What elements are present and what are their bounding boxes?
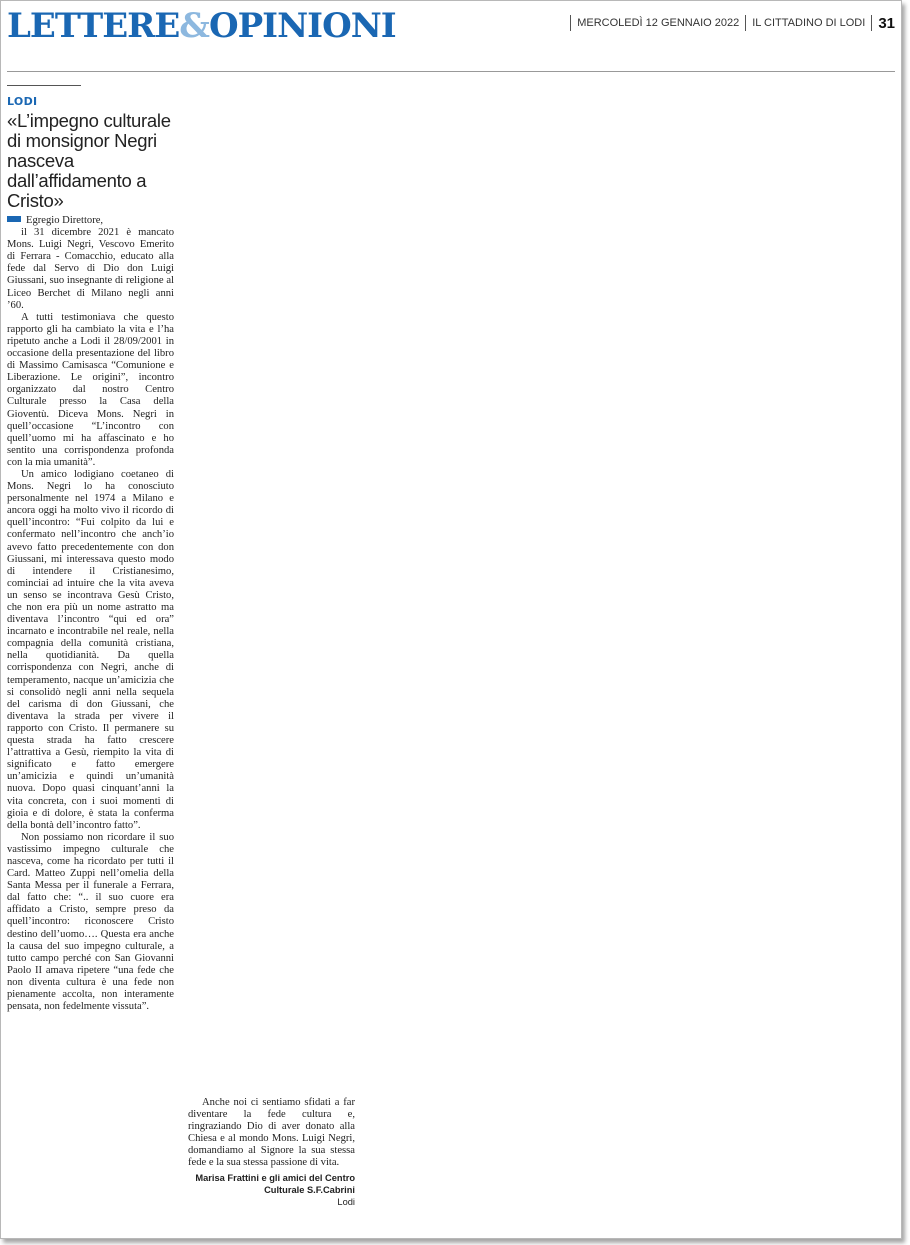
- letter-greeting: [7, 215, 174, 227]
- body-paragraph: A tutti testimoniava che questo rapporto gli ha cambiato la vita e l’ha ripetuto anche a Lodi il 28/09/2001 in occasione della presentazione del libro di Massimo Camisasca “Comunione e Liberazione. Le origini”, incontro organizzato dal nostro Centro Culturale presso la Casa della Gioventù. Diceva Mons. Negri in quell’occasione “L’incontro con quell’uomo mi ha affascinato e ho sentito una corrispondenza profonda con la mia umanità”.: [7, 311, 174, 468]
- body-paragraph: il 31 dicembre 2021 è mancato Mons. Luigi Negri, Vescovo Emerito di Ferrara - Comacchio, educato alla fede dal Servo di Dio don Luigi Giussani, suo insegnante di religione al Liceo Berchet di Milano negli anni ’60.: [7, 227, 174, 311]
- closing-paragraph: Anche noi ci sentiamo sfidati a far diventare la fede cultura e, ringraziando Dio di aver donato alla Chiesa e al mondo Mons. Luigi Negri, domandiamo al Signore la sua stessa fede e la sua stessa passione di vita.: [188, 1097, 355, 1169]
- signature: Marisa Frattini e gli amici del Centro Culturale S.F.Cabrini: [195, 1172, 355, 1195]
- folio: [564, 13, 895, 33]
- banner-word-left: LETTERE: [7, 6, 180, 46]
- section-banner-title: [7, 7, 396, 45]
- signature-place: Lodi: [337, 1196, 355, 1207]
- page-number: 31: [878, 14, 895, 32]
- blue-marker-icon: [7, 216, 21, 222]
- folio-divider: [871, 15, 872, 31]
- header-rule: [7, 71, 895, 72]
- banner-ampersand: &: [179, 6, 209, 46]
- article-top-rule: [7, 85, 81, 86]
- body-paragraph: Non possiamo non ricordare il suo vastissimo impegno culturale che nasceva, come ha ricordato per tutti il Card. Matteo Zuppi nell’omelia della Santa Messa per il funerale a Ferrara, dal fatto che: “.. il suo cuore era affidato a Cristo, sempre preso da quell’incontro: riconoscere Cristo destino dell’uomo…. Questa era anche la causa del suo impegno culturale, a tutto campo perché con San Giovanni Paolo II amava ripetere “una fede che non diventa cultura è una fede non pienamente accolta, non interamente pensata, non fedelmente vissuta”.: [7, 831, 174, 1013]
- masthead: [7, 5, 895, 49]
- publication-name: IL CITTADINO DI LODI: [752, 17, 866, 29]
- article-column-1: [7, 215, 174, 1013]
- article-column-2: [188, 1097, 355, 1208]
- article-headline: «L’impegno culturale di monsignor Negri nasceva dall’affidamento a Cristo»: [7, 110, 171, 211]
- banner-word-right: OPINIONI: [209, 6, 396, 46]
- body-paragraph: Un amico lodigiano coetaneo di Mons. Negri lo ha conosciuto personalmente nel 1974 a Milano e ancora oggi ha molto vivo il ricordo di quell’incontro: “Fui colpito da lui e confermato nell’incontro che anch’io avevo fatto precedentemente con don Giussani, mi interessava questo modo di intendere il Cristianesimo, cominciai ad intuire che la vita aveva un senso se incontrava Gesù Cristo, che non era più un nome astratto ma diventava l’incontro “qui ed ora” incarnato e incontrabile nel reale, nella compagnia della comunità cristiana, nella quotidianità. Da quella corrispondenza con Negri, anche di temperamento, nacque un’amicizia che si consolidò negli anni nella sequela del carisma di don Giussani, che diventava la strada per vivere il rapporto con Cristo. Il permanere su questa strada ha fatto crescere l’attrattiva a Gesù, riempito la vita di significato e fatto emergere un’amicizia e quindi un’umanità nuova. Dopo quasi cinquant’anni la vita concreta, con i suoi momenti di gioia e di dolore, è stata la conferma della bontà dell’incontro fatto”.: [7, 468, 174, 831]
- article-section-label: LODI: [7, 95, 38, 108]
- greeting-text: Egregio Direttore,: [26, 215, 104, 226]
- folio-divider: [745, 15, 746, 31]
- folio-divider: [570, 15, 571, 31]
- issue-date: MERCOLEDÌ 12 GENNAIO 2022: [577, 17, 740, 29]
